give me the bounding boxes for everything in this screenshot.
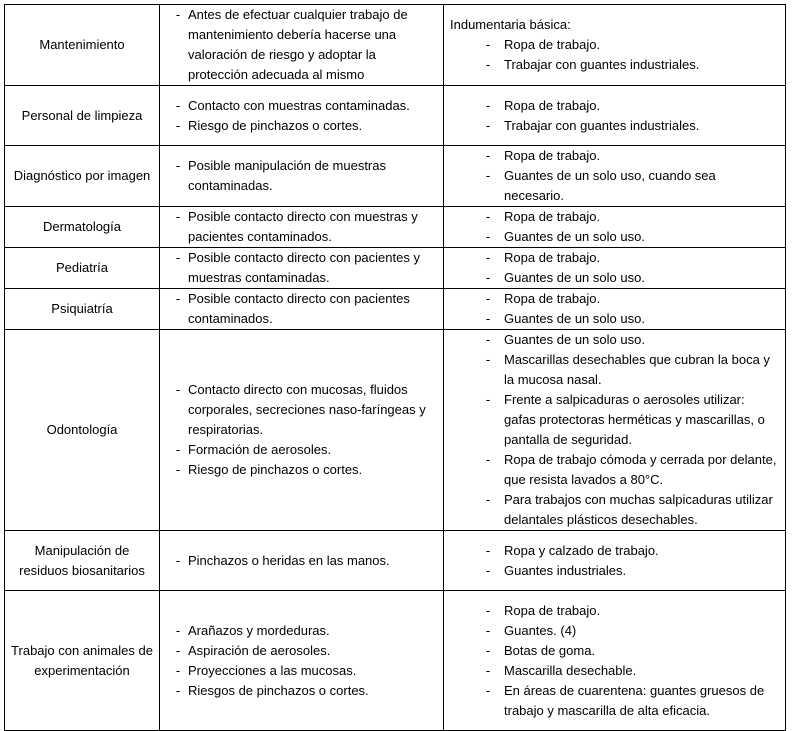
table-row [5, 146, 786, 207]
protection-item: - Mascarilla desechable. [476, 661, 779, 681]
protection-heading: Indumentaria básica: [450, 17, 571, 32]
table-row [5, 207, 786, 248]
protection-item: - Ropa de trabajo. [476, 146, 779, 166]
protection-item: - Ropa de trabajo cómoda y cerrada por delante, que resista lavados a 80°C. [476, 450, 779, 490]
protections-list [450, 96, 779, 136]
risks-list [160, 96, 437, 136]
risk-item: - Posible manipulación de muestras contaminadas. [168, 156, 437, 196]
risks-cell [160, 531, 444, 591]
protections-list [450, 541, 779, 581]
protections-cell [444, 5, 786, 86]
area-cell: Diagnóstico por imagen [5, 146, 160, 207]
protections-cell [444, 289, 786, 330]
area-cell: Trabajo con animales de experimentación [5, 591, 160, 731]
risk-item: - Contacto con muestras contaminadas. [168, 96, 437, 116]
protection-item: - Guantes de un solo uso. [476, 309, 779, 329]
table-row [5, 86, 786, 146]
risks-list [160, 380, 437, 480]
protection-item: - Trabajar con guantes industriales. [476, 116, 779, 136]
risk-item: - Riesgos de pinchazos o cortes. [168, 681, 437, 701]
area-cell: Dermatología [5, 207, 160, 248]
table-row [5, 5, 786, 86]
risks-list [160, 207, 437, 247]
document-page [4, 4, 786, 731]
risk-item: - Proyecciones a las mucosas. [168, 661, 437, 681]
risk-item: - Aspiración de aerosoles. [168, 641, 437, 661]
protections-list [450, 248, 779, 288]
risk-item: - Posible contacto directo con muestras y pacientes contaminados. [168, 207, 437, 247]
protection-item: - Ropa de trabajo. [476, 207, 779, 227]
area-cell: Psiquiatría [5, 289, 160, 330]
protection-item: - Ropa y calzado de trabajo. [476, 541, 779, 561]
protection-item: - Para trabajos con muchas salpicaduras utilizar delantales plásticos desechables. [476, 490, 779, 530]
risks-cell [160, 86, 444, 146]
protection-item: - Guantes de un solo uso, cuando sea necesario. [476, 166, 779, 206]
protections-cell [444, 248, 786, 289]
risk-item: - Riesgo de pinchazos o cortes. [168, 460, 437, 480]
protections-list [450, 601, 779, 721]
protection-item: - Botas de goma. [476, 641, 779, 661]
protections-list [450, 330, 779, 530]
risks-list [160, 289, 437, 329]
protection-item: - Ropa de trabajo. [476, 248, 779, 268]
protections-list [450, 207, 779, 247]
protection-item: - Guantes industriales. [476, 561, 779, 581]
risk-item: - Pinchazos o heridas en las manos. [168, 551, 437, 571]
protections-cell [444, 146, 786, 207]
protection-item: - Guantes de un solo uso. [476, 268, 779, 288]
risks-cell [160, 289, 444, 330]
protections-list [450, 289, 779, 329]
protection-item: - Ropa de trabajo. [476, 96, 779, 116]
area-cell: Personal de limpieza [5, 86, 160, 146]
protection-item: - Guantes. (4) [476, 621, 779, 641]
protection-item: - Guantes de un solo uso. [476, 330, 779, 350]
protections-cell [444, 86, 786, 146]
table-row [5, 591, 786, 731]
risks-list [160, 621, 437, 701]
risk-item: - Formación de aerosoles. [168, 440, 437, 460]
risk-item: - Arañazos y mordeduras. [168, 621, 437, 641]
risks-cell [160, 5, 444, 86]
table-body [5, 5, 786, 731]
risk-item: - Posible contacto directo con pacientes y muestras contaminadas. [168, 248, 437, 288]
table-row [5, 248, 786, 289]
table-row [5, 289, 786, 330]
risks-cell [160, 591, 444, 731]
risks-cell [160, 207, 444, 248]
risks-cell [160, 330, 444, 531]
table-row [5, 330, 786, 531]
risk-item: - Riesgo de pinchazos o cortes. [168, 116, 437, 136]
risks-list [160, 5, 437, 85]
table-row [5, 531, 786, 591]
risks-list [160, 551, 437, 571]
protection-item: - En áreas de cuarentena: guantes gruesos de trabajo y mascarilla de alta eficacia. [476, 681, 779, 721]
risk-item: - Posible contacto directo con pacientes contaminados. [168, 289, 437, 329]
protections-list [450, 146, 779, 206]
protection-item: - Ropa de trabajo. [476, 289, 779, 309]
protection-item: - Mascarillas desechables que cubran la boca y la mucosa nasal. [476, 350, 779, 390]
area-cell: Odontología [5, 330, 160, 531]
risks-list [160, 156, 437, 196]
protection-item: - Ropa de trabajo. [476, 35, 779, 55]
risks-list [160, 248, 437, 288]
protections-cell [444, 330, 786, 531]
risks-cell [160, 146, 444, 207]
area-cell: Mantenimiento [5, 5, 160, 86]
risks-cell [160, 248, 444, 289]
protections-cell [444, 531, 786, 591]
protections-list [450, 35, 779, 75]
protection-item: - Guantes de un solo uso. [476, 227, 779, 247]
protection-item: - Trabajar con guantes industriales. [476, 55, 779, 75]
protections-cell [444, 591, 786, 731]
protections-cell [444, 207, 786, 248]
area-cell: Pediatría [5, 248, 160, 289]
risk-item: - Antes de efectuar cualquier trabajo de mantenimiento debería hacerse una valoración de riesgo y adoptar la protección adecuada al mismo [168, 5, 437, 85]
protection-item: - Ropa de trabajo. [476, 601, 779, 621]
protection-item: - Frente a salpicaduras o aerosoles utilizar: gafas protectoras herméticas y mascarillas, o pantalla de seguridad. [476, 390, 779, 450]
area-cell: Manipulación de residuos biosanitarios [5, 531, 160, 591]
risk-protection-table [4, 4, 786, 731]
risk-item: - Contacto directo con mucosas, fluidos corporales, secreciones naso-faríngeas y respiratorias. [168, 380, 437, 440]
